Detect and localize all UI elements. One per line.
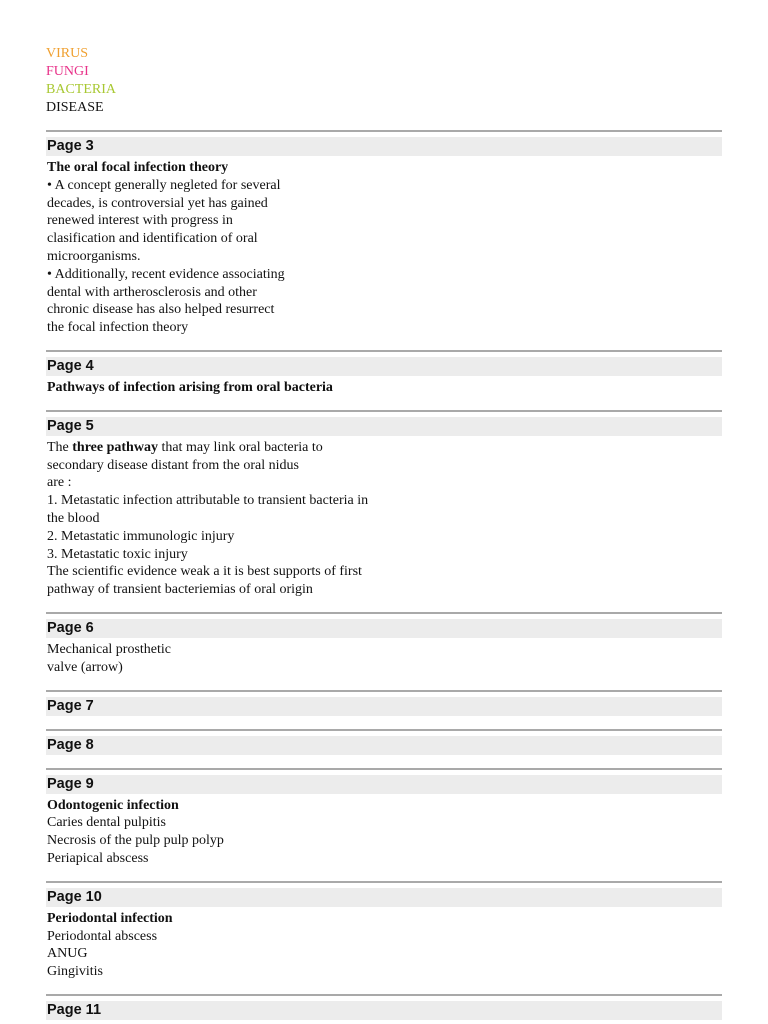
page-9-header: Page 9 [46, 775, 722, 794]
page-3-line: • Additionally, recent evidence associating [47, 266, 285, 282]
page-10-line: Periodontal abscess [47, 928, 158, 944]
page-3-line: chronic disease has also helped resurrect [47, 302, 275, 318]
page-9-section [46, 768, 722, 881]
page-4-heading: Pathways of infection arising from oral bacteria [47, 379, 333, 395]
page-7-header: Page 7 [46, 697, 722, 716]
page-10-section [46, 881, 722, 994]
page-7-section [46, 690, 722, 729]
page-8-header: Page 8 [46, 736, 722, 755]
page-10-line: ANUG [47, 946, 88, 962]
page-3-heading: The oral focal infection theory [47, 160, 229, 175]
intro-bacteria: BACTERIA [46, 82, 116, 97]
document-content [46, 45, 722, 1020]
page-10-body [46, 907, 722, 981]
intro-virus: VIRUS [46, 46, 89, 61]
page-8-section [46, 729, 722, 768]
page-10-line: Gingivitis [47, 964, 104, 980]
page-5-line: are : [47, 475, 72, 491]
page-5-line: 1. Metastatic infection attributable to transient bacteria in [47, 493, 369, 509]
page-5-first-bold: three pathway [72, 439, 158, 455]
page-5-header: Page 5 [46, 417, 722, 436]
page-6-header: Page 6 [46, 619, 722, 638]
page-3-line: renewed interest with progress in [47, 213, 233, 229]
page-5-first-pre: The [47, 439, 73, 455]
page-6-body [46, 638, 722, 677]
page-4-body [46, 376, 722, 397]
page-11-section [46, 994, 722, 1020]
page-5-line: The scientific evidence weak a it is best supports of first [47, 564, 362, 580]
page-3-line: microorganisms. [47, 248, 141, 264]
page-5-section [46, 410, 722, 612]
page-3-body [46, 156, 722, 337]
page-9-body [46, 794, 722, 868]
page-5-body [46, 436, 722, 599]
page-3-line: • A concept generally negleted for several [47, 177, 281, 193]
page-3-section [46, 130, 722, 350]
page-11-header: Page 11 [46, 1001, 722, 1020]
intro-fungi: FUNGI [46, 64, 89, 79]
page-10-header: Page 10 [46, 888, 722, 907]
page-4-header: Page 4 [46, 357, 722, 376]
intro-disease: DISEASE [46, 100, 104, 115]
page-3-line: clasification and identification of oral [47, 231, 258, 247]
page-10-heading: Periodontal infection [47, 910, 173, 926]
page-5-first-line [47, 439, 722, 457]
page-5-line: the blood [47, 510, 100, 526]
page-3-line: decades, is controversial yet has gained [47, 195, 268, 211]
page-5-line: secondary disease distant from the oral nidus [47, 457, 299, 473]
page-5-line: pathway of transient bacteriemias of oral origin [47, 582, 313, 598]
page-9-heading: Odontogenic infection [47, 797, 179, 813]
page-9-line: Necrosis of the pulp pulp polyp [47, 833, 224, 849]
page-3-line: the focal infection theory [47, 320, 189, 336]
page-9-line: Periapical abscess [47, 850, 149, 866]
page-9-line: Caries dental pulpitis [47, 815, 166, 831]
page-5-line: 2. Metastatic immunologic injury [47, 528, 235, 544]
page-4-section [46, 350, 722, 410]
page-6-line: valve (arrow) [47, 659, 123, 675]
page-6-section [46, 612, 722, 690]
page-5-line: 3. Metastatic toxic injury [47, 546, 188, 562]
page-3-header: Page 3 [46, 137, 722, 156]
page-6-line: Mechanical prosthetic [47, 641, 172, 657]
page-5-first-post: that may link oral bacteria to [157, 439, 323, 455]
page-3-line: dental with artherosclerosis and other [47, 284, 257, 300]
intro-block [46, 45, 722, 117]
